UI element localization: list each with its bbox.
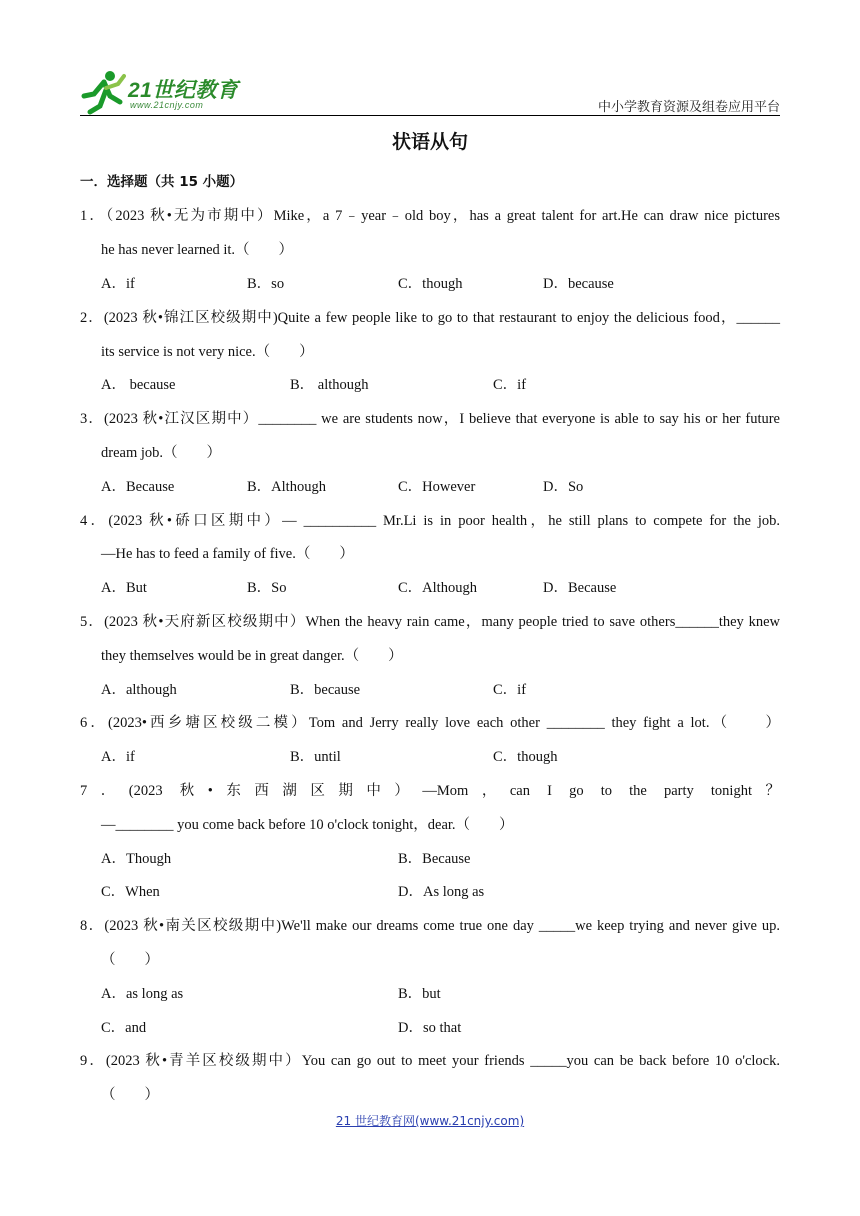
question-1-line-2: he has never learned it.（ ） xyxy=(101,242,294,258)
question-4-option-c[interactable]: C．Although xyxy=(398,580,477,596)
question-7-option-b[interactable]: B．Because xyxy=(398,851,471,867)
question-4-line-1: 4．(2023 秋•硚口区期中）— __________ Mr.Li is in poor health，he still plans to compete for the job. xyxy=(80,513,780,529)
question-1-option-a[interactable]: A．if xyxy=(101,276,135,292)
question-2-line-1: 2．(2023 秋•锦江区校级期中)Quite a few people like to go to that restaurant to enjoy the delicious food，______ xyxy=(80,310,780,326)
question-5-option-b[interactable]: B．because xyxy=(290,682,361,698)
question-5-option-c[interactable]: C．if xyxy=(493,682,527,698)
question-1-line-1: 1．（2023 秋•无为市期中）Mike，a 7﹣year﹣old boy，has a great talent for art.He can draw nice pictures xyxy=(80,208,780,224)
question-5-line-1: 5．(2023 秋•天府新区校级期中）When the heavy rain came，many people tried to save others______they knew xyxy=(80,614,780,630)
platform-label: 中小学教育资源及组卷应用平台 xyxy=(597,100,780,115)
question-3-option-b[interactable]: B．Although xyxy=(247,479,326,495)
question-3-option-c[interactable]: C．However xyxy=(398,479,476,495)
question-5-option-a[interactable]: A．although xyxy=(101,682,177,698)
question-3-option-d[interactable]: D．So xyxy=(543,479,584,495)
question-4-line-2: —He has to feed a family of five.（ ） xyxy=(101,546,354,562)
question-8-option-c[interactable]: C．and xyxy=(101,1020,147,1036)
question-8-line-1: 8．(2023 秋•南关区校级期中)We'll make our dreams come true one day _____we keep trying and never give up. xyxy=(80,918,780,934)
question-2-option-b[interactable]: B． although xyxy=(290,377,369,393)
section-heading: 一．选择题（共 15 小题） xyxy=(80,174,244,190)
question-7-option-c[interactable]: C．When xyxy=(101,884,160,900)
site-logo[interactable] xyxy=(80,66,250,116)
question-9-line-1: 9．(2023 秋•青羊区校级期中）You can go out to meet your friends _____you can be back before 10 o'clock. xyxy=(80,1053,780,1069)
question-7-option-a[interactable]: A．Though xyxy=(101,851,172,867)
page-title: 状语从句 xyxy=(391,131,468,153)
logo-text: 21世纪教育 xyxy=(128,79,239,102)
question-6-option-c[interactable]: C．though xyxy=(493,749,558,765)
question-7-option-d[interactable]: D．As long as xyxy=(398,884,485,900)
question-5-line-2: they themselves would be in great danger.（ ） xyxy=(101,648,403,664)
question-4-option-d[interactable]: D．Because xyxy=(543,580,617,596)
question-8-option-d[interactable]: D．so that xyxy=(398,1020,462,1036)
question-4-option-b[interactable]: B．So xyxy=(247,580,287,596)
question-8-option-b[interactable]: B．but xyxy=(398,986,441,1002)
page-header xyxy=(80,66,780,118)
logo-url: www.21cnjy.com xyxy=(130,100,204,110)
running-man-icon xyxy=(80,68,126,116)
question-1-option-d[interactable]: D．because xyxy=(543,276,614,292)
question-2-option-c[interactable]: C．if xyxy=(493,377,527,393)
question-6-line-1: 6．(2023•西乡塘区校级二模）Tom and Jerry really love each other ________ they fight a lot.（ ） xyxy=(80,715,780,731)
question-6-option-a[interactable]: A．if xyxy=(101,749,135,765)
question-1-option-c[interactable]: C．though xyxy=(398,276,463,292)
question-1-option-b[interactable]: B．so xyxy=(247,276,285,292)
question-3-line-2: dream job.（ ） xyxy=(101,445,222,461)
question-7-line-1: 7．(2023 秋•东西湖区期中）—Mom，can I go to the party tonight？ xyxy=(80,783,780,799)
question-3-option-a[interactable]: A．Because xyxy=(101,479,175,495)
question-7-line-2: —________ you come back before 10 o'clock tonight，dear.（ ） xyxy=(101,817,514,833)
question-9-line-2: （ ） xyxy=(101,1087,159,1103)
header-divider xyxy=(80,115,780,116)
question-3-line-1: 3．(2023 秋•江汉区期中）________ we are students now，I believe that everyone is able to say his or her future xyxy=(80,411,780,427)
question-6-option-b[interactable]: B．until xyxy=(290,749,341,765)
footer-link[interactable]: 21 世纪教育网(www.21cnjy.com) xyxy=(335,1114,525,1128)
question-4-option-a[interactable]: A．But xyxy=(101,580,147,596)
question-8-option-a[interactable]: A．as long as xyxy=(101,986,184,1002)
question-2-option-a[interactable]: A． because xyxy=(101,377,176,393)
question-8-line-2: （ ） xyxy=(101,952,159,968)
question-2-line-2: its service is not very nice.（ ） xyxy=(101,344,314,360)
